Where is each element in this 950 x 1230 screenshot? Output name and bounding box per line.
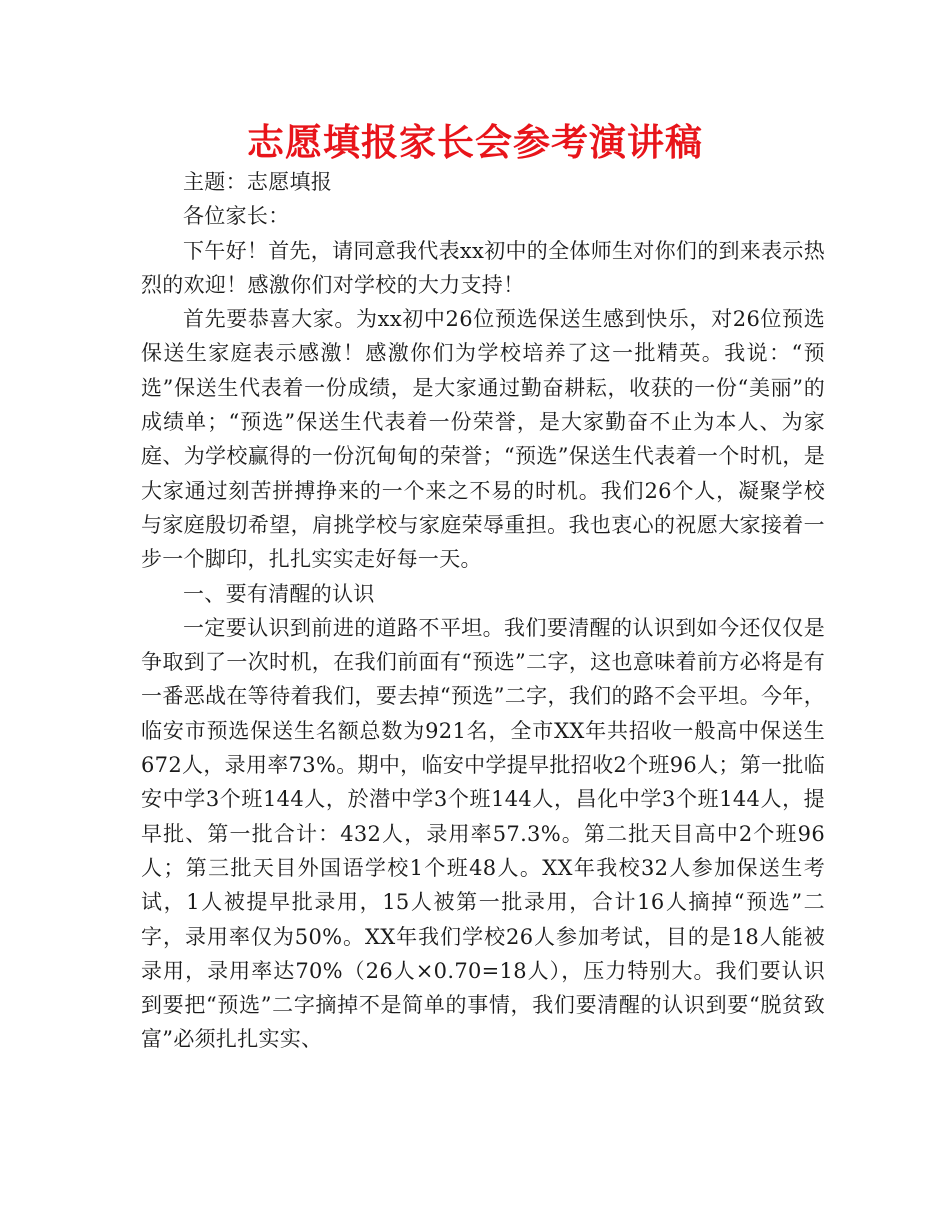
paragraph-awareness: 一定要认识到前进的道路不平坦。我们要清醒的认识到如今还仅仅是争取到了一次时机，在我们前面有“预选”二字，这也意味着前方必将是有一番恶战在等待着我们，要去掉“预选”二字，我们的路不会平坦。今年，临安市预选保送生名额总数为921名，全市XX年共招收一般高中保送生672人，录用率73%。期中，临安中学提早批招收2个班96人；第一批临安中学3个班144人，於潜中学3个班144人，昌化中学3个班144人，提早批、第一批合计：432人，录用率57.3%。第二批天目高中2个班96人；第三批天目外国语学校1个班48人。XX年我校32人参加保送生考试，1人被提早批录用，15人被第一批录用，合计16人摘掉“预选”二字，录用率仅为50%。XX年我们学校26人参加考试，目的是18人能被录用，录用率达70%（26人×0.70=18人），压力特别大。我们要认识到要把“预选”二字摘掉不是简单的事情，我们要清醒的认识到要“脱贫致富”必须扎扎实实、 [141,615,825,1052]
document-title: 志愿填报家长会参考演讲稿 [247,121,703,164]
paragraph-greeting: 下午好！首先，请同意我代表xx初中的全体师生对你们的到来表示热烈的欢迎！感激你们对学校的大力支持！ [141,238,825,297]
subject-line: 主题：志愿填报 [183,170,333,194]
document-body [141,165,825,1057]
salutation: 各位家长： [183,204,290,229]
section-heading: 一、要有清醒的认识 [183,581,375,606]
paragraph-congratulations: 首先要恭喜大家。为xx初中26位预选保送生感到快乐，对26位预选保送生家庭表示感激！感激你们为学校培养了这一批精英。我说：“预选”保送生代表着一份成绩，是大家通过勤奋耕耘，收获的一份“美丽”的成绩单；“预选”保送生代表着一份荣誉，是大家勤奋不止为本人、为家庭、为学校赢得的一份沉甸甸的荣誉；“预选”保送生代表着一个时机，是大家通过刻苦拼搏挣来的一个来之不易的时机。我们26个人，凝聚学校与家庭殷切希望，肩挑学校与家庭荣辱重担。我也衷心的祝愿大家接着一步一个脚印，扎扎实实走好每一天。 [141,307,825,572]
